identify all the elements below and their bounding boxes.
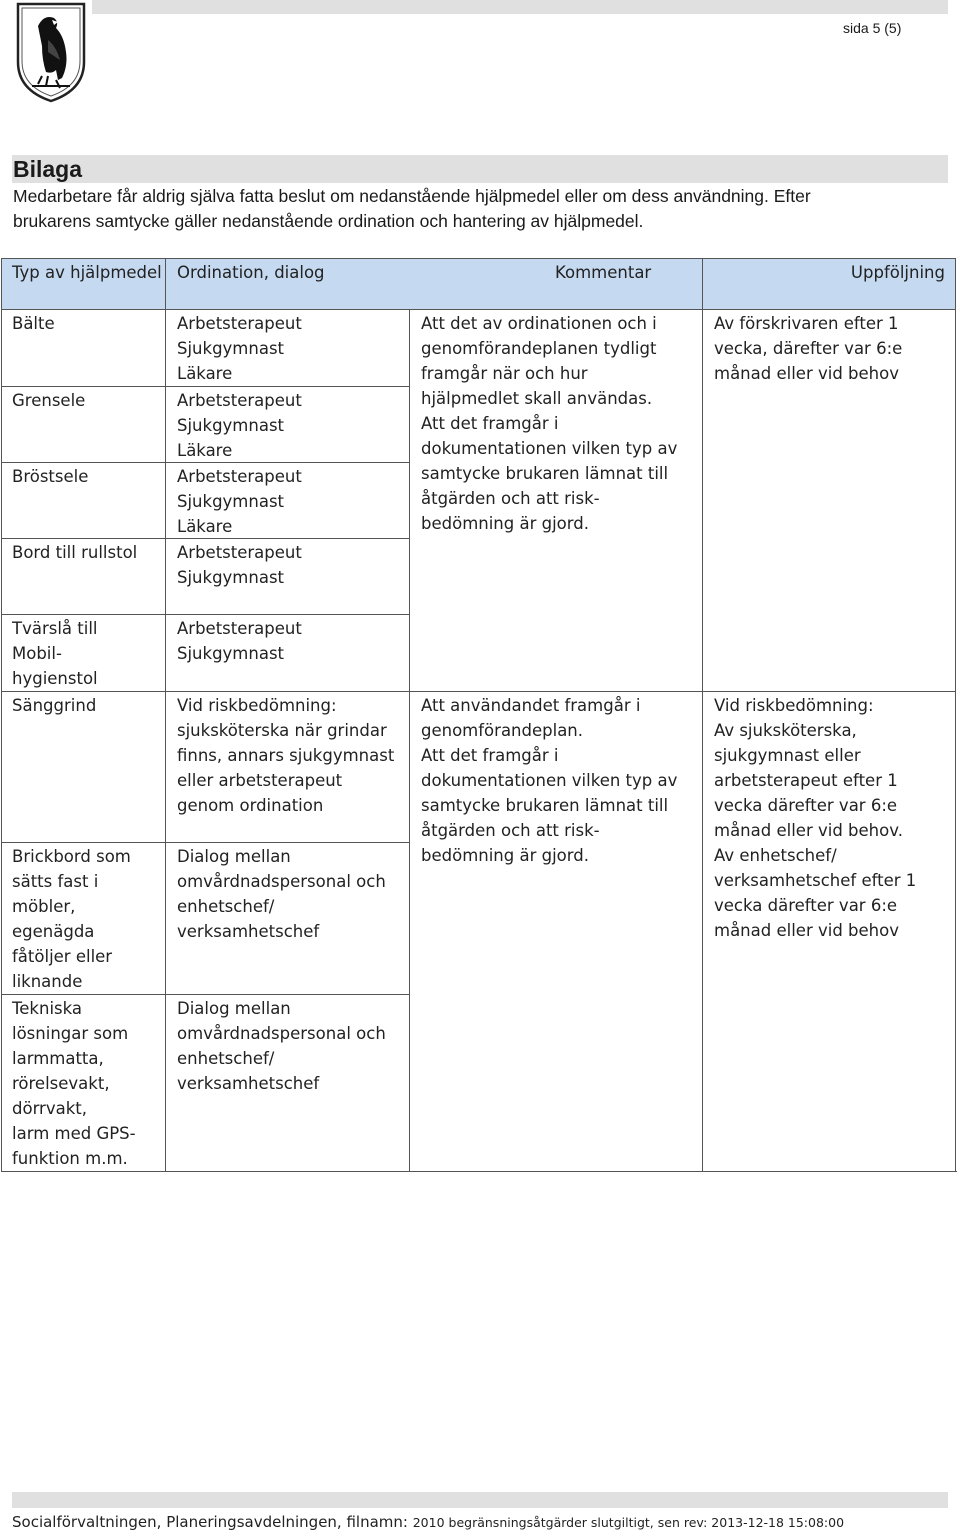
table-border xyxy=(702,258,703,1172)
page-footer xyxy=(12,1513,844,1531)
table-border xyxy=(1,462,410,463)
coat-of-arms-falcon-logo xyxy=(12,0,90,104)
footer-bar xyxy=(12,1492,948,1508)
table-border xyxy=(1,538,410,539)
header-ordination: Ordination, dialog xyxy=(177,263,325,282)
table-border xyxy=(1,614,410,615)
header-typ: Typ av hjälpmedel xyxy=(1,258,166,309)
table-border xyxy=(1,842,410,843)
table-row-typ: Tekniska lösningar som larmmatta, rörelsevakt, dörrvakt, larm med GPS- funktion m.m. xyxy=(12,999,136,1168)
intro-paragraph xyxy=(13,184,933,234)
header-uppfoljning: Uppföljning xyxy=(703,258,956,309)
intro-line: Medarbetare får aldrig själva fatta beslut om nedanstående hjälpmedel eller om dess användning. Efter xyxy=(13,186,811,206)
table-row-typ: Grensele xyxy=(12,391,86,410)
intro-line: brukarens samtycke gäller nedanstående ordination och hantering av hjälpmedel. xyxy=(13,211,644,231)
table-row-ordination: Dialog mellan omvårdnadspersonal och enhetschef/ verksamhetschef xyxy=(177,999,386,1093)
header-kommentar: Kommentar xyxy=(555,263,652,282)
group2-kommentar: Att användandet framgår i genomförandeplan. Att det framgår i dokumentationen vilken typ av samtycke brukaren lämnat till åtgärden och att risk- bedömning är gjord. xyxy=(421,696,678,865)
table-row-typ: Bord till rullstol xyxy=(12,543,138,562)
table-row-typ: Bälte xyxy=(12,314,55,333)
group1-uppfoljning: Av förskrivaren efter 1 vecka, därefter var 6:e månad eller vid behov xyxy=(714,314,903,383)
table-border xyxy=(165,258,166,1172)
footer-filename: 2010 begränsningsåtgärder slutgiltigt, sen rev: 2013-12-18 15:08:00 xyxy=(412,1515,845,1530)
table-row-ordination: Arbetsterapeut Sjukgymnast Läkare xyxy=(177,314,302,383)
table-border xyxy=(1,386,410,387)
group1-kommentar: Att det av ordinationen och i genomförandeplanen tydligt framgår när och hur hjälpmedlet skall användas. Att det framgår i dokumentationen vilken typ av samtycke brukaren lämnat till åtgärden och att risk- bedömning är gjord. xyxy=(421,314,678,533)
table-row-ordination: Arbetsterapeut Sjukgymnast Läkare xyxy=(177,391,302,460)
table-row-ordination: Dialog mellan omvårdnadspersonal och enhetschef/ verksamhetschef xyxy=(177,847,386,941)
page-number: sida 5 (5) xyxy=(843,20,902,36)
table-row-ordination: Arbetsterapeut Sjukgymnast xyxy=(177,619,302,663)
table-row-typ: Tvärslå till Mobil- hygienstol xyxy=(12,619,98,688)
table-row-typ: Brickbord som sätts fast i möbler, egenägda fåtöljer eller liknande xyxy=(12,847,131,991)
table-border xyxy=(409,309,410,1172)
table-row-typ: Bröstsele xyxy=(12,467,89,486)
table-row-ordination: Arbetsterapeut Sjukgymnast Läkare xyxy=(177,467,302,536)
group2-uppfoljning: Vid riskbedömning: Av sjuksköterska, sjukgymnast eller arbetsterapeut efter 1 vecka därefter var 6:e månad eller vid behov. Av enhetschef/ verksamhetschef efter 1 vecka därefter var 6:e månad eller vid behov xyxy=(714,696,917,940)
table-border xyxy=(1,1171,957,1172)
table-row-ordination: Arbetsterapeut Sjukgymnast xyxy=(177,543,302,587)
aids-table xyxy=(1,258,956,1172)
table-border xyxy=(1,994,410,995)
section-title: Bilaga xyxy=(13,156,83,182)
table-border xyxy=(1,691,956,692)
footer-text: Socialförvaltningen, Planeringsavdelningen, filnamn: xyxy=(12,1513,413,1531)
table-border xyxy=(1,309,956,310)
table-border xyxy=(955,258,956,1172)
table-row-ordination: Vid riskbedömning: sjuksköterska när grindar finns, annars sjukgymnast eller arbetsterapeut genom ordination xyxy=(177,696,395,815)
table-border xyxy=(1,258,956,259)
section-heading-bar xyxy=(12,155,948,183)
table-row-typ: Sänggrind xyxy=(12,696,97,715)
header-bar xyxy=(92,0,948,14)
table-border xyxy=(1,258,2,1172)
